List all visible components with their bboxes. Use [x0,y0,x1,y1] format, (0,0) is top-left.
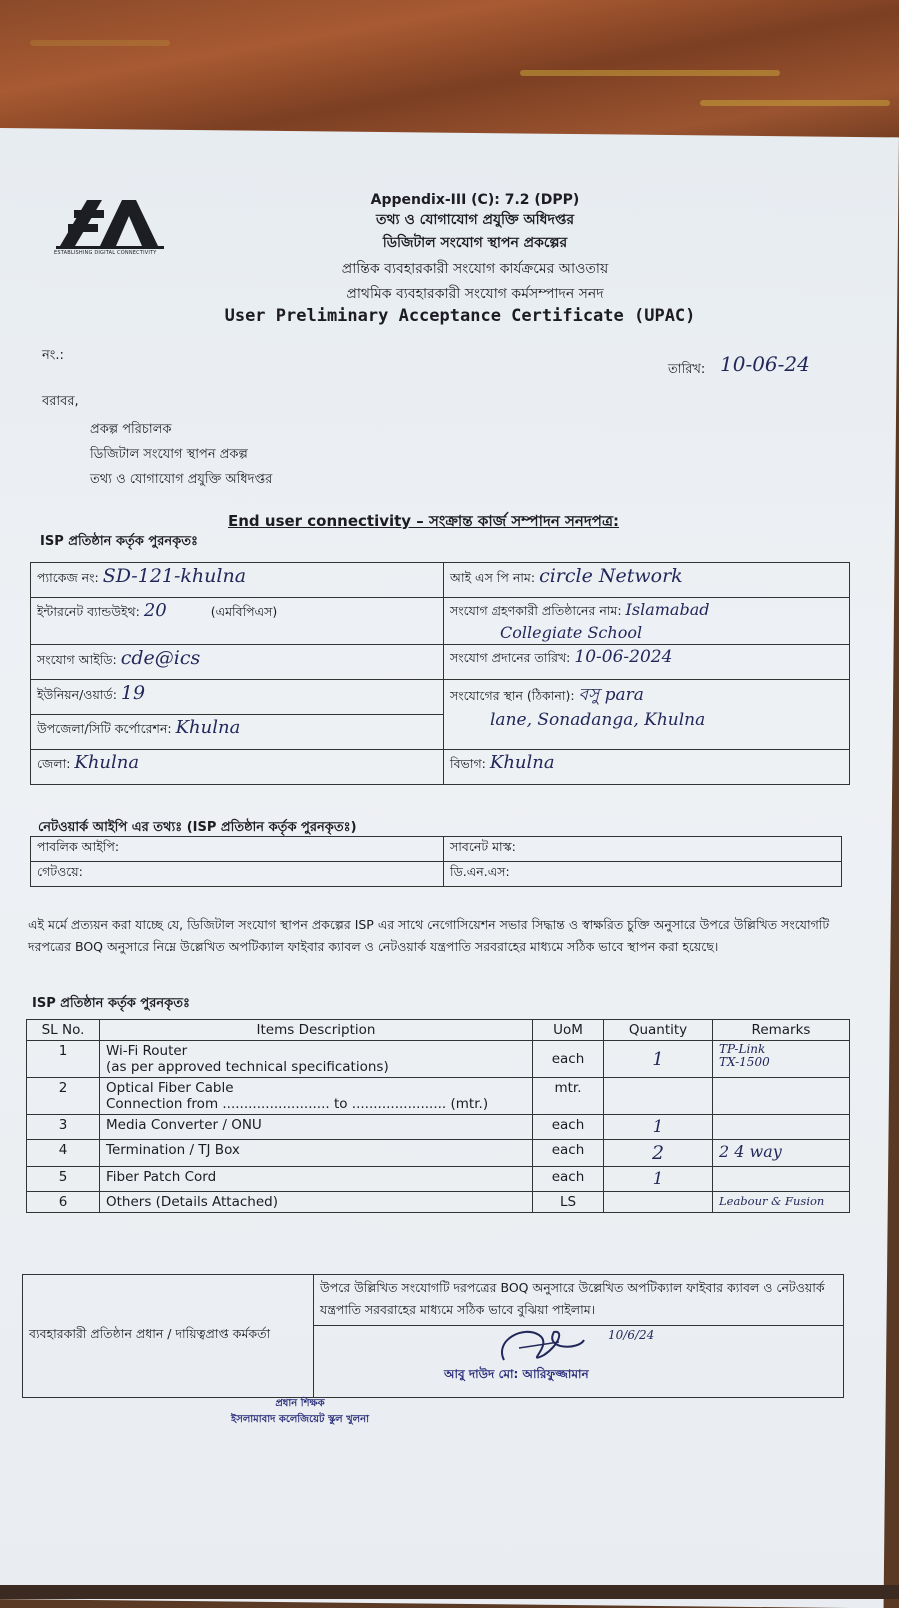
dept-name: তথ্য ও যোগাযোগ প্রযুক্তি অধিদপ্তর [375,212,575,228]
ref-no-label: নং.: [42,348,64,363]
division-value: Khulna [489,752,555,773]
recipient-role: ব্যবহারকারী প্রতিষ্ঠান প্রধান / দায়িত্বপ্রাপ্ত কর্মকর্তা [23,1275,314,1398]
certificate-bn-title: প্রাথমিক ব্যবহারকারী সংযোগ কর্মসম্পাদন সনদ [346,286,604,302]
isp-name-cell: আই এস পি নাম: circle Network [444,563,850,598]
header-qty: Quantity [604,1020,713,1041]
isp-items-heading: ISP প্রতিষ্ঠান কর্তৃক পুরনকৃতঃ [32,996,190,1011]
address-line3: তথ্য ও যোগাযোগ প্রযুক্তি অধিদপ্তর [90,472,273,487]
location-value-2: lane, Sonadanga, Khulna [490,710,706,730]
appendix-ref: Appendix-III (C): 7.2 (DPP) [370,192,580,208]
stamp-organization: ইসলামাবাদ কলেজিয়েট স্কুল খুলনা [231,1414,369,1425]
connection-id-value: cde@ics [120,647,201,669]
recipient-value-1: Islamabad [625,600,710,619]
table-row: 5 Fiber Patch Cord each 1 [27,1167,850,1192]
header-desc: Items Description [100,1020,533,1041]
union-value: 19 [120,682,146,704]
district-cell: জেলা: Khulna [31,750,444,785]
union-cell: ইউনিয়ন/ওয়ার্ড: 19 [31,680,444,715]
connection-date-value: 10-06-2024 [574,647,673,667]
edc-logo [52,192,167,262]
table-row: 6 Others (Details Attached) LS Leabour & Fusion [27,1192,850,1213]
address-to: বরাবর, [42,394,79,409]
date-value: 10-06-24 [720,352,810,376]
dns-cell: ডি.এন.এস: [444,862,842,887]
location-cell: সংযোগের স্থান (ঠিকানা): বসু para lane, Sonadanga, Khulna [444,680,850,750]
table-row: 4 Termination / TJ Box each 2 2 4 way [27,1140,850,1167]
items-table [26,1019,850,1213]
project-name: ডিজিটাল সংযোগ স্থাপন প্রকল্পের [382,235,568,251]
header-uom: UoM [533,1020,604,1041]
recipient-value-2: Collegiate School [500,623,643,642]
bandwidth-cell: ইন্টারনেট ব্যান্ডউইথ: 20 (এমবিপিএস) [31,598,444,645]
certificate-title: User Preliminary Acceptance Certificate (UPAC) [224,306,696,326]
upazila-value: Khulna [175,717,241,738]
upazila-cell: উপজেলা/সিটি কর্পোরেশন: Khulna [31,715,444,750]
stamp-title: প্রধান শিক্ষক [275,1398,325,1409]
acceptance-statement: উপরে উল্লিখিত সংযোগটি দরপত্রের BOQ অনুসারে উল্লেখিত অপটিক্যাল ফাইবার ক্যাবল ও নেটওয়ার্ক যন্ত্রপাতি সরবরাহের মাধ্যমে সঠিক ভাবে বুঝিয়া পাইলাম। [314,1275,844,1326]
gateway-cell: গেটওয়ে: [31,862,444,887]
recipient-cell: সংযোগ গ্রহণকারী প্রতিষ্ঠানের নাম: Islamabad Collegiate School [444,598,850,645]
stamp-name: আবু দাউদ মো: আরিফুজ্জামান [444,1367,589,1382]
bandwidth-value: 20 [143,600,167,621]
date-label: তারিখ: [668,362,706,377]
signature-date: 10/6/24 [608,1328,655,1343]
program-line: প্রান্তিক ব্যবহারকারী সংযোগ কার্যক্রমের আওতায় [341,261,609,277]
connection-date-cell: সংযোগ প্রদানের তারিখ: 10-06-2024 [444,645,850,680]
table-edge-bottom [0,1585,899,1599]
wooden-table-background [0,0,899,150]
public-ip-cell: পাবলিক আইপি: [31,837,444,862]
subject-line: End user connectivity – সংক্রান্ত কার্জ সম্পাদন সনদপত্র: [228,512,619,530]
header-sl: SL No. [27,1020,100,1041]
division-cell: বিভাগ: Khulna [444,750,850,785]
declaration-text: এই মর্মে প্রত্যয়ন করা যাচ্ছে যে, ডিজিটাল সংযোগ স্থাপন প্রকল্পের ISP এর সাথে নেগোসিয়েশন সভার সিদ্ধান্ত ও স্বাক্ষরিত চুক্তি অনুসারে উপরে উল্লিখিত সংযোগটি দরপত্রের BOQ অনুসারে নিম্নে উল্লেখিত অপটিক্যাল ফাইবার ক্যাবল ও নেটওয়ার্ক যন্ত্রপাতি সরবরাহের মাধ্যমে সঠিক ভাবে স্থাপন করা হয়েছে। [28,917,830,954]
subnet-mask-cell: সাবনেট মাস্ক: [444,837,842,862]
logo-tagline: ESTABLISHING DIGITAL CONNECTIVITY [54,250,157,256]
network-info-heading: নেটওয়ার্ক আইপি এর তথ্যঃ (ISP প্রতিষ্ঠান কর্তৃক পুরনকৃতঃ) [38,820,357,835]
isp-filled-heading: ISP প্রতিষ্ঠান কর্তৃক পুরনকৃতঃ [40,534,198,549]
network-info-table [30,836,842,887]
table-row: 3 Media Converter / ONU each 1 [27,1115,850,1140]
address-line2: ডিজিটাল সংযোগ স্থাপন প্রকল্প [90,447,248,462]
signature-cell [314,1326,844,1398]
connection-id-cell: সংযোগ আইডি: cde@ics [31,645,444,680]
table-row: 2 Optical Fiber Cable Connection from ......................... to ...................... (mtr.) mtr. [27,1078,850,1115]
table-row: 1 Wi-Fi Router (as per approved technical specifications) each 1 TP-Link TX-1500 [27,1041,850,1078]
district-value: Khulna [74,752,140,773]
package-value: SD-121-khulna [102,565,247,587]
address-line1: প্রকল্প পরিচালক [90,422,172,437]
location-value-1: বসু para [578,685,644,705]
isp-name-value: circle Network [539,565,683,587]
package-cell: প্যাকেজ নং: SD-121-khulna [31,563,444,598]
acceptance-table [22,1274,844,1398]
header-remarks: Remarks [713,1020,850,1041]
connection-info-table [30,562,850,785]
